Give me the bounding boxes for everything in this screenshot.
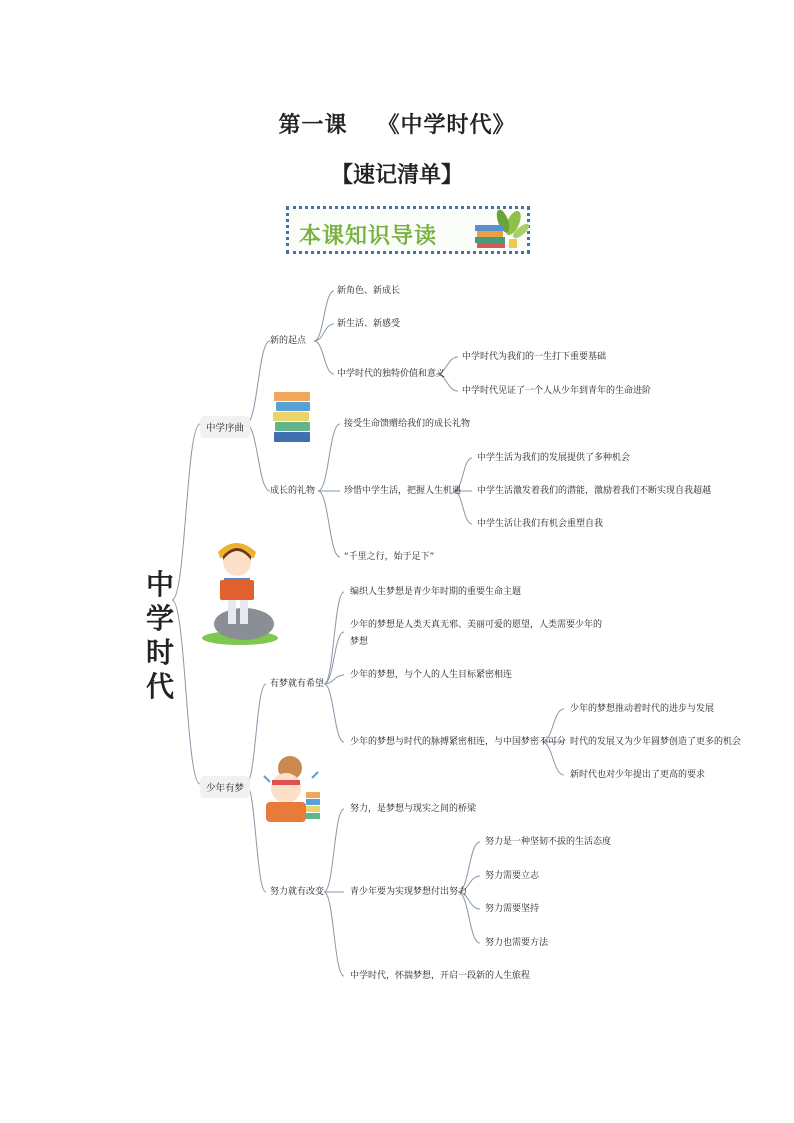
- leaf: 努力，是梦想与现实之间的桥梁: [350, 804, 477, 814]
- leaf: 努力也需要方法: [485, 938, 549, 948]
- leaf: 新生活、新感受: [337, 319, 401, 329]
- topic-growth-gift: 成长的礼物: [270, 486, 316, 496]
- topic-new-start: 新的起点: [270, 336, 307, 346]
- books-stack-icon: [270, 390, 314, 446]
- leaf: 努力是一种坚韧不拔的生活态度: [485, 837, 612, 847]
- leaf: 青少年要为实现梦想付出努力: [350, 887, 468, 897]
- leaf: 少年的梦想是人类天真无邪、美丽可爱的愿望，人类需要少年的: [350, 620, 603, 630]
- leaf: 少年的梦想，与个人的人生目标紧密相连: [350, 670, 513, 680]
- topic-dream-hope: 有梦就有希望: [270, 679, 325, 689]
- leaf: 少年的梦想推动着时代的进步与发展: [570, 704, 715, 714]
- leaf: 中学生活让我们有机会重塑自我: [477, 519, 604, 529]
- leaf: 中学生活激发着我们的潜能，激励着我们不断实现自我超越: [477, 486, 712, 496]
- topic-effort-change: 努力就有改变: [270, 887, 325, 897]
- root-char: 中: [145, 568, 174, 601]
- leaf: 梦想: [350, 637, 369, 647]
- leaf: 努力需要坚持: [485, 904, 540, 914]
- leaf: 新角色、新成长: [337, 286, 401, 296]
- quick-notes-title: 【速记清单】: [330, 163, 463, 188]
- leaf: 中学时代，怀揣梦想，开启一段新的人生旅程: [350, 971, 531, 981]
- leaf: 时代的发展又为少年圆梦创造了更多的机会: [570, 737, 742, 747]
- root-topic: [142, 568, 178, 704]
- leaf: 努力需要立志: [485, 871, 540, 881]
- leaf: “千里之行，始于足下”: [344, 552, 435, 562]
- leaf: 编织人生梦想是青少年时期的重要生命主题: [350, 587, 522, 597]
- branch-prelude: 中学序曲: [200, 416, 250, 438]
- leaf: 新时代也对少年提出了更高的要求: [570, 770, 706, 780]
- leaf: 中学时代为我们的一生打下重要基础: [462, 352, 607, 362]
- leaf: 中学时代的独特价值和意义: [337, 369, 446, 379]
- leaf: 中学生活为我们的发展提供了多种机会: [477, 453, 631, 463]
- leaf: 少年的梦想与时代的脉搏紧密相连，与中国梦密不可分: [350, 737, 567, 747]
- root-char: 代: [145, 670, 174, 703]
- lesson-number: 第一课: [278, 113, 348, 138]
- leaf: 珍惜中学生活，把握人生机遇: [344, 486, 462, 496]
- studying-boy-illustration: [260, 752, 322, 826]
- banner-text: 本课知识导读: [299, 224, 438, 249]
- reading-girl-illustration: [200, 534, 282, 646]
- branch-youth-dream: 少年有梦: [200, 776, 250, 798]
- lesson-name: 《中学时代》: [377, 113, 516, 138]
- root-char: 学: [145, 602, 174, 635]
- leaf: 中学时代见证了一个人从少年到青年的生命进阶: [462, 386, 652, 396]
- root-char: 时: [145, 636, 174, 669]
- leaf: 接受生命馈赠给我们的成长礼物: [344, 419, 471, 429]
